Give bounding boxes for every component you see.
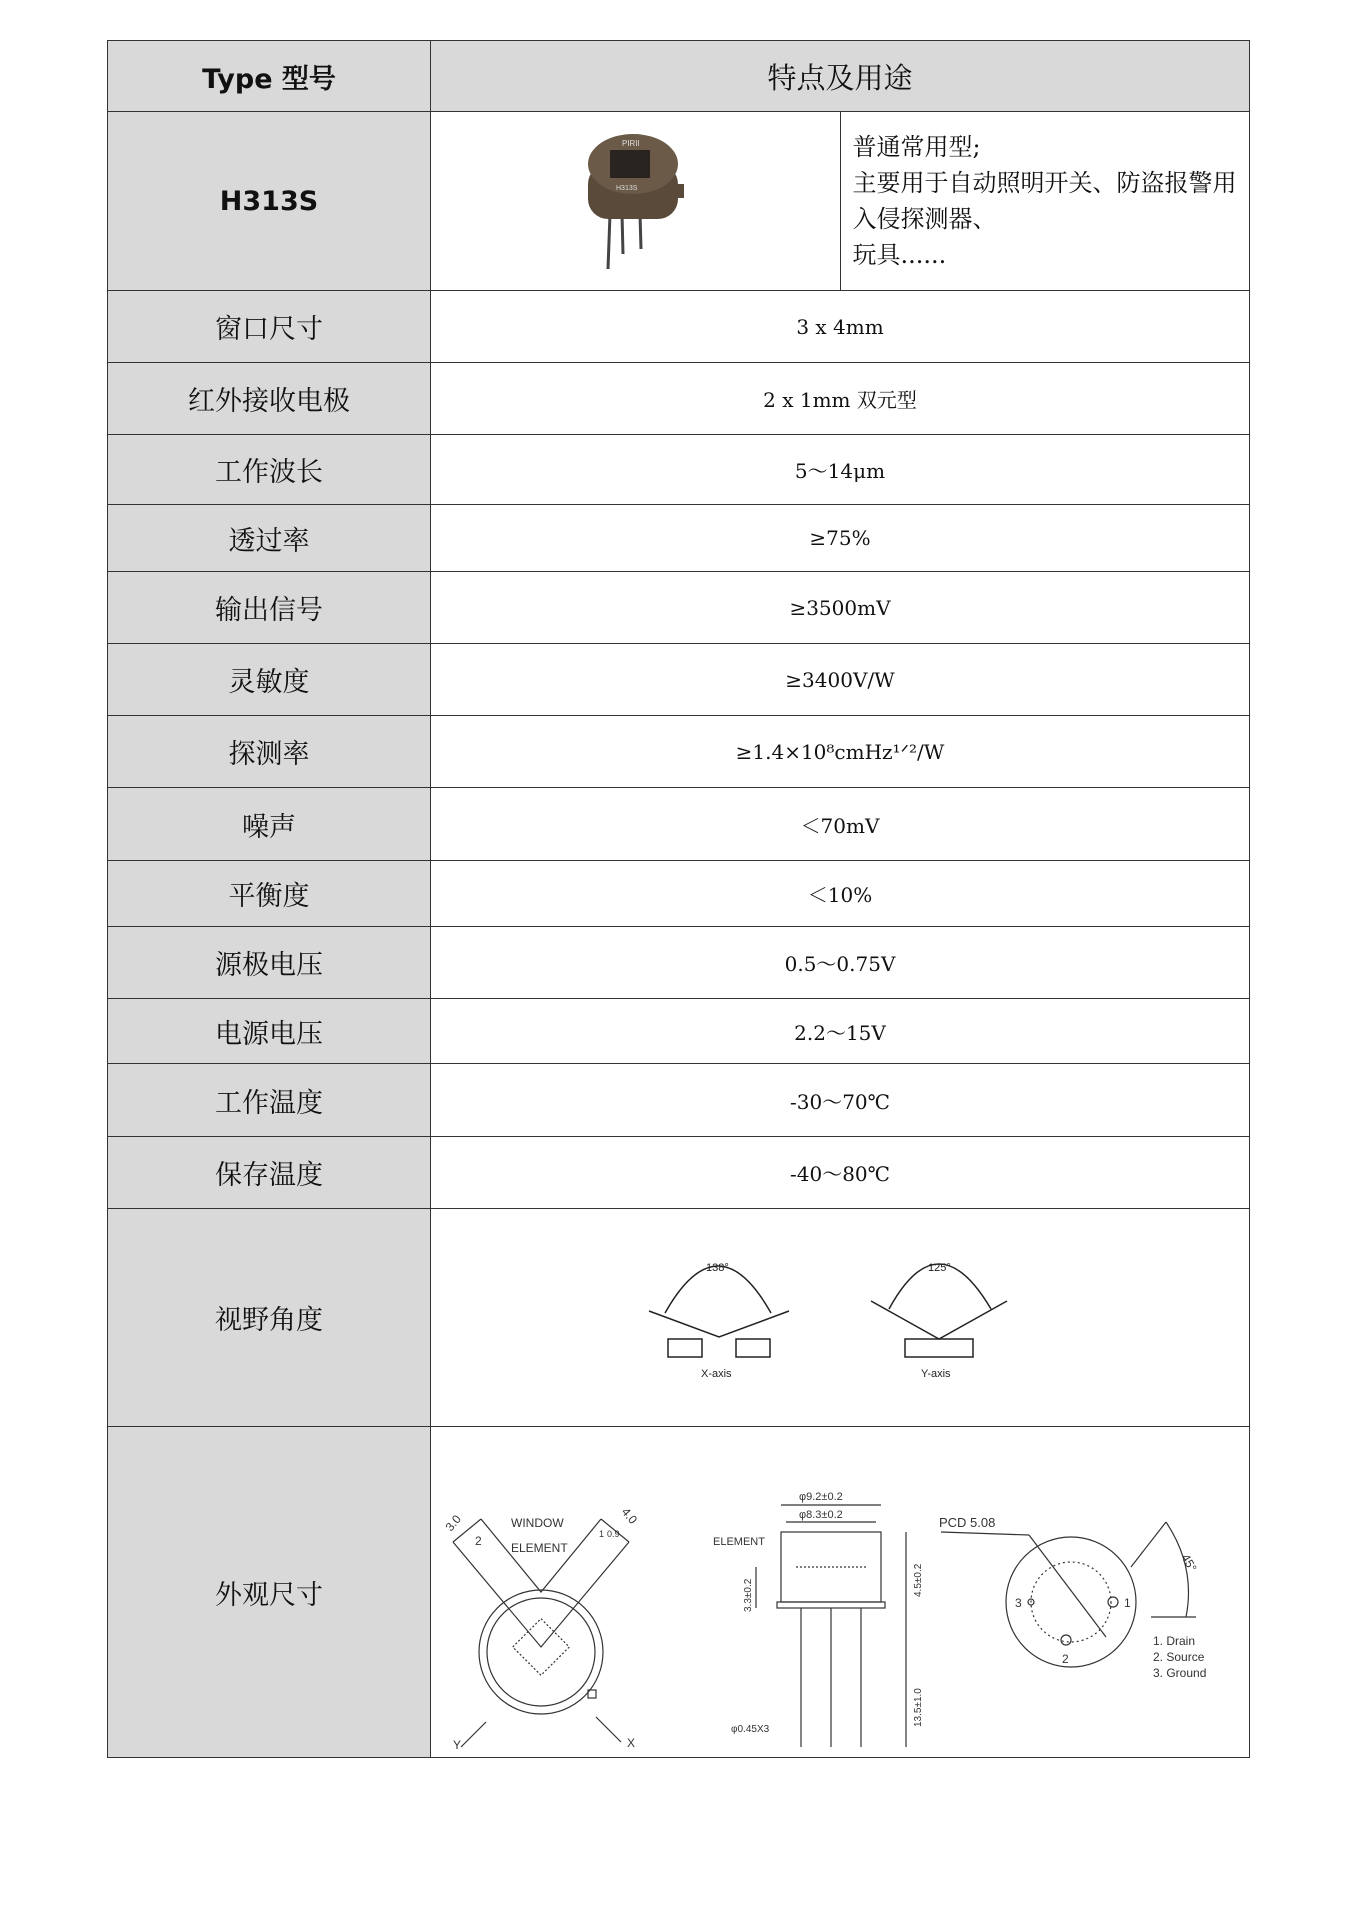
svg-text:2: 2 (475, 1534, 482, 1548)
fov-diagram (431, 1209, 1250, 1427)
description-line: 玩具...... (852, 241, 947, 269)
spec-value: ＜70mV (431, 788, 1250, 861)
product-description (840, 112, 1250, 291)
svg-text:φ0.45X3: φ0.45X3 (731, 1724, 770, 1735)
spec-value: ≥75% (431, 505, 1250, 572)
svg-text:1: 1 (1124, 1596, 1131, 1610)
spec-label: 输出信号 (108, 572, 431, 644)
product-photo (431, 112, 841, 291)
spec-label: 电源电压 (108, 999, 431, 1064)
model-name: H313S (108, 112, 431, 291)
svg-text:138°: 138° (706, 1262, 729, 1274)
side-view (713, 1491, 924, 1747)
dimensions-label: 外观尺寸 (108, 1427, 431, 1758)
svg-text:ELEMENT: ELEMENT (713, 1536, 765, 1548)
svg-text:X: X (627, 1736, 636, 1750)
package-dimensions-drawing (431, 1427, 1251, 1753)
svg-text:125°: 125° (928, 1262, 951, 1274)
spec-value: 2.2～15V (431, 999, 1250, 1064)
svg-text:Y-axis: Y-axis (921, 1368, 951, 1380)
svg-text:ELEMENT: ELEMENT (511, 1541, 568, 1555)
spec-value: 3 x 4mm (431, 291, 1250, 363)
description-line: 普通常用型; (852, 133, 981, 161)
bottom-view (939, 1515, 1206, 1680)
svg-text:4.0: 4.0 (618, 1504, 641, 1527)
svg-text:φ8.3±0.2: φ8.3±0.2 (799, 1509, 843, 1521)
svg-text:3.3±0.2: 3.3±0.2 (743, 1578, 754, 1612)
spec-label: 工作温度 (108, 1064, 431, 1137)
svg-text:Y: Y (453, 1738, 462, 1752)
svg-text:PIRII: PIRII (622, 139, 641, 148)
svg-text:1: 1 (599, 1529, 605, 1539)
spec-label: 保存温度 (108, 1137, 431, 1209)
spec-label: 平衡度 (108, 861, 431, 927)
spec-label: 工作波长 (108, 435, 431, 505)
svg-text:PCD 5.08: PCD 5.08 (939, 1515, 996, 1530)
spec-label: 窗口尺寸 (108, 291, 431, 363)
spec-label: 透过率 (108, 505, 431, 572)
svg-text:3.0: 3.0 (442, 1512, 465, 1534)
spec-label: 探测率 (108, 716, 431, 788)
spec-label: 噪声 (108, 788, 431, 861)
dimensions-diagram (431, 1427, 1250, 1758)
svg-text:3: 3 (1015, 1596, 1022, 1610)
svg-text:2. Source: 2. Source (1153, 1650, 1205, 1664)
svg-text:X-axis: X-axis (701, 1368, 732, 1380)
svg-text:φ9.2±0.2: φ9.2±0.2 (799, 1491, 843, 1503)
spec-value: ＜10% (431, 861, 1250, 927)
svg-text:0.9: 0.9 (607, 1529, 620, 1539)
svg-text:H313S: H313S (616, 185, 638, 192)
spec-value: ≥1.4×10⁸cmHz¹ᐟ²/W (431, 716, 1250, 788)
svg-text:1. Drain: 1. Drain (1153, 1634, 1196, 1648)
top-view (443, 1505, 641, 1752)
spec-value: 0.5～0.75V (431, 927, 1250, 999)
svg-text:45°: 45° (1178, 1551, 1200, 1575)
fov-label: 视野角度 (108, 1209, 431, 1427)
spec-value: -40～80℃ (431, 1137, 1250, 1209)
spec-value: 2 x 1mm 双元型 (431, 363, 1250, 435)
svg-text:WINDOW: WINDOW (511, 1516, 564, 1530)
spec-label: 红外接收电极 (108, 363, 431, 435)
spec-value: ≥3500mV (431, 572, 1250, 644)
svg-text:3. Ground: 3. Ground (1153, 1666, 1207, 1680)
type-header: Type 型号 (108, 41, 431, 112)
spec-table (107, 40, 1250, 1758)
spec-value: 5～14μm (431, 435, 1250, 505)
spec-label: 灵敏度 (108, 644, 431, 716)
svg-text:4.5±0.2: 4.5±0.2 (913, 1563, 924, 1597)
field-of-view-diagram (431, 1209, 1251, 1422)
svg-text:13.5±1.0: 13.5±1.0 (913, 1688, 924, 1727)
description-line: 主要用于自动照明开关、防盗报警用入侵探测器、 (852, 169, 1237, 233)
spec-value: -30～70℃ (431, 1064, 1250, 1137)
sensor-photo-icon (570, 124, 700, 274)
svg-text:2: 2 (1062, 1652, 1069, 1666)
spec-label: 源极电压 (108, 927, 431, 999)
spec-value: ≥3400V/W (431, 644, 1250, 716)
features-header: 特点及用途 (431, 41, 1250, 112)
